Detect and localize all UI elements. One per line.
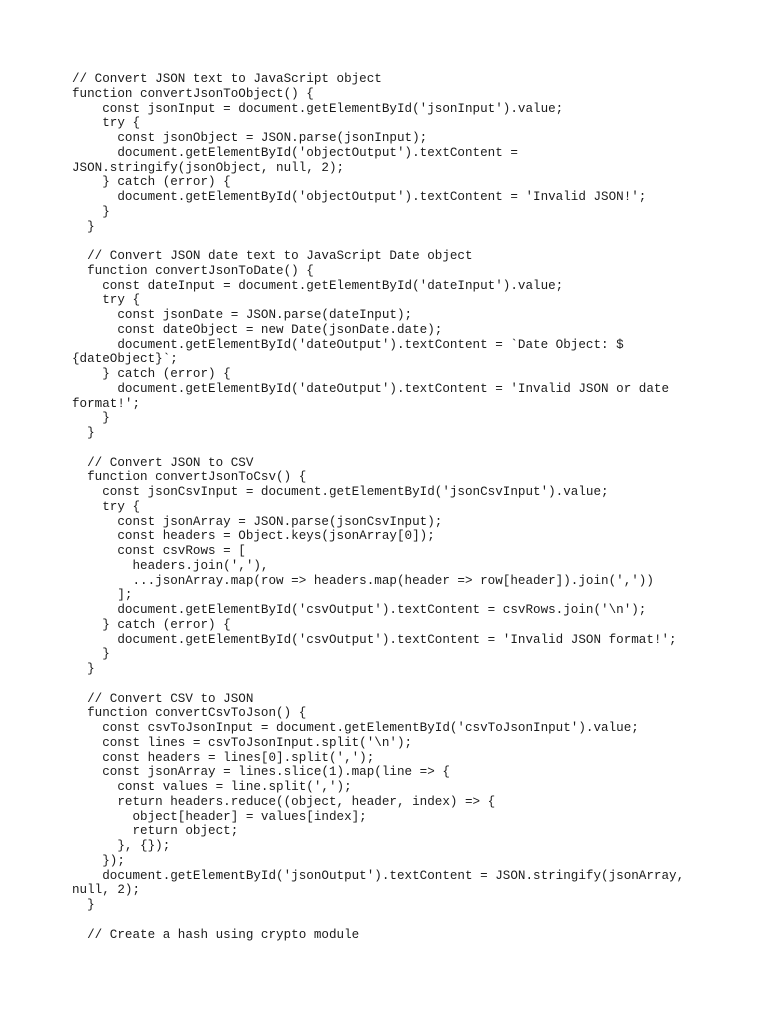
code-line: const dateObject = new Date(jsonDate.date); [72,322,443,337]
code-line: null, 2); [72,883,141,898]
code-line: try { [72,116,141,131]
code-line: }); [72,853,125,868]
code-line [72,677,712,692]
code-line: // Create a hash using crypto module [72,927,360,942]
code-line: // Convert CSV to JSON [72,691,254,706]
code-line: } catch (error) { [72,367,231,381]
code-line: const lines = csvToJsonInput.split('\n'); [72,735,413,750]
code-line: object[header] = values[index]; [72,809,367,824]
code-line: document.getElementById('dateOutput').textContent = `Date Object: $ [72,337,624,352]
code-line [72,234,712,249]
code-line: {dateObject}`; [72,352,178,367]
code-line: const jsonInput = document.getElementById('jsonInput').value; [72,101,564,116]
code-line: JSON.stringify(jsonObject, null, 2); [72,160,345,175]
code-line: } [72,898,95,912]
code-line: return object; [72,824,239,839]
code-line: const jsonObject = JSON.parse(jsonInput); [72,131,428,145]
code-line: headers.join(','), [72,558,269,573]
code-line: function convertJsonToCsv() { [72,470,307,485]
code-line: ...jsonArray.map(row => headers.map(header => row[header]).join(',')) [72,573,654,588]
code-line: const csvRows = [ [72,544,246,558]
code-line: ]; [72,588,133,603]
code-line: } [72,219,95,234]
code-line: } [72,411,110,426]
code-line: try { [72,293,141,308]
code-line: document.getElementById('csvOutput').textContent = 'Invalid JSON format!'; [72,632,677,647]
code-line: } [72,662,95,676]
code-line: const jsonArray = lines.slice(1).map(line => { [72,765,450,780]
code-line: document.getElementById('objectOutput').textContent = 'Invalid JSON!'; [72,190,647,204]
code-line: function convertJsonToDate() { [72,263,314,278]
code-line [72,441,712,456]
code-line: const jsonArray = JSON.parse(jsonCsvInput); [72,514,443,529]
code-line: return headers.reduce((object, header, index) => { [72,794,496,809]
code-line: // Convert JSON date text to JavaScript Date object [72,249,473,263]
code-line [72,913,712,928]
code-line: const jsonDate = JSON.parse(dateInput); [72,308,413,322]
code-line: const headers = Object.keys(jsonArray[0]); [72,529,435,544]
code-line: function convertCsvToJson() { [72,706,307,721]
code-line: const headers = lines[0].split(','); [72,750,375,765]
code-line: document.getElementById('objectOutput').textContent = [72,145,518,160]
code-line: // Convert JSON to CSV [72,455,254,470]
code-line: try { [72,499,141,514]
code-line: const dateInput = document.getElementById('dateInput').value; [72,278,564,293]
code-line: document.getElementById('csvOutput').textContent = csvRows.join('\n'); [72,603,647,617]
code-line: } catch (error) { [72,175,231,190]
code-line: const csvToJsonInput = document.getElementById('csvToJsonInput').value; [72,721,639,735]
code-line: function convertJsonToObject() { [72,86,314,101]
code-line: } catch (error) { [72,617,231,632]
code-line: } [72,647,110,662]
code-line: const jsonCsvInput = document.getElementById('jsonCsvInput').value; [72,485,609,499]
code-line: format!'; [72,396,141,411]
code-block [72,72,712,942]
code-line: document.getElementById('dateOutput').textContent = 'Invalid JSON or date [72,381,670,396]
code-line: }, {}); [72,839,171,853]
code-line: document.getElementById('jsonOutput').textContent = JSON.stringify(jsonArray, [72,868,685,883]
code-line: } [72,204,110,219]
code-line: const values = line.split(','); [72,780,352,794]
code-line: } [72,426,95,440]
code-line: // Convert JSON text to JavaScript object [72,72,382,86]
